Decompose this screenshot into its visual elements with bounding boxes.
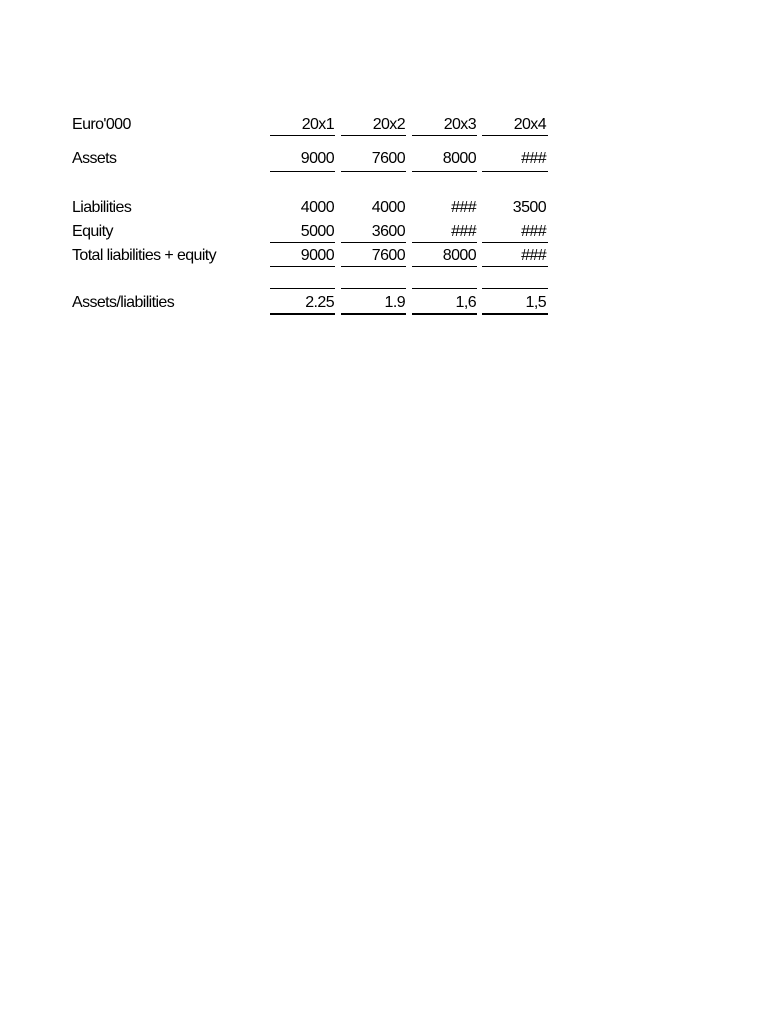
equity-underline [482, 242, 548, 243]
cell-liabilities-20x3: ### [451, 199, 476, 216]
cell-equity-20x2: 3600 [371, 223, 405, 240]
assets-underline [341, 171, 406, 172]
row-label-assets: Assets [72, 150, 117, 167]
cell-liabilities-20x2: 4000 [371, 199, 405, 216]
ratio-overline [341, 288, 406, 289]
row-label-total-liabilities-equity: Total liabilities + equity [72, 247, 217, 264]
cell-total-20x1: 9000 [300, 247, 334, 264]
equity-underline [341, 242, 406, 243]
ratio-underline [341, 313, 406, 315]
cell-total-20x4: ### [521, 247, 546, 264]
ratio-overline [270, 288, 335, 289]
cell-assets-20x2: 7600 [371, 150, 405, 167]
cell-assets-20x3: 8000 [442, 150, 476, 167]
total-underline [270, 266, 335, 267]
cell-assets-20x1: 9000 [300, 150, 334, 167]
year-header-4: 20x4 [513, 116, 546, 133]
cell-ratio-20x1: 2.25 [305, 294, 334, 311]
assets-underline [412, 171, 477, 172]
header-underline [482, 135, 548, 136]
cell-ratio-20x3: 1,6 [455, 294, 476, 311]
header-underline [412, 135, 477, 136]
equity-underline [270, 242, 335, 243]
header-underline [341, 135, 406, 136]
total-underline [482, 266, 548, 267]
assets-underline [270, 171, 335, 172]
cell-ratio-20x2: 1.9 [384, 294, 405, 311]
year-header-2: 20x2 [372, 116, 405, 133]
year-header-1: 20x1 [301, 116, 334, 133]
cell-total-20x3: 8000 [442, 247, 476, 264]
cell-liabilities-20x1: 4000 [300, 199, 334, 216]
header-underline [270, 135, 335, 136]
ratio-overline [482, 288, 548, 289]
total-underline [341, 266, 406, 267]
year-header-3: 20x3 [443, 116, 476, 133]
ratio-underline [270, 313, 335, 315]
row-label-equity: Equity [72, 223, 113, 240]
cell-equity-20x1: 5000 [300, 223, 334, 240]
cell-ratio-20x4: 1,5 [525, 294, 546, 311]
row-label-liabilities: Liabilities [72, 199, 132, 216]
total-underline [412, 266, 477, 267]
cell-equity-20x3: ### [451, 223, 476, 240]
equity-underline [412, 242, 477, 243]
cell-total-20x2: 7600 [371, 247, 405, 264]
ratio-underline [412, 313, 477, 315]
ratio-overline [412, 288, 477, 289]
ratio-underline [482, 313, 548, 315]
currency-unit-label: Euro'000 [72, 116, 131, 133]
row-label-assets-liabilities: Assets/liabilities [72, 294, 175, 311]
assets-underline [482, 171, 548, 172]
cell-liabilities-20x4: 3500 [512, 199, 546, 216]
cell-assets-20x4: ### [521, 150, 546, 167]
cell-equity-20x4: ### [521, 223, 546, 240]
